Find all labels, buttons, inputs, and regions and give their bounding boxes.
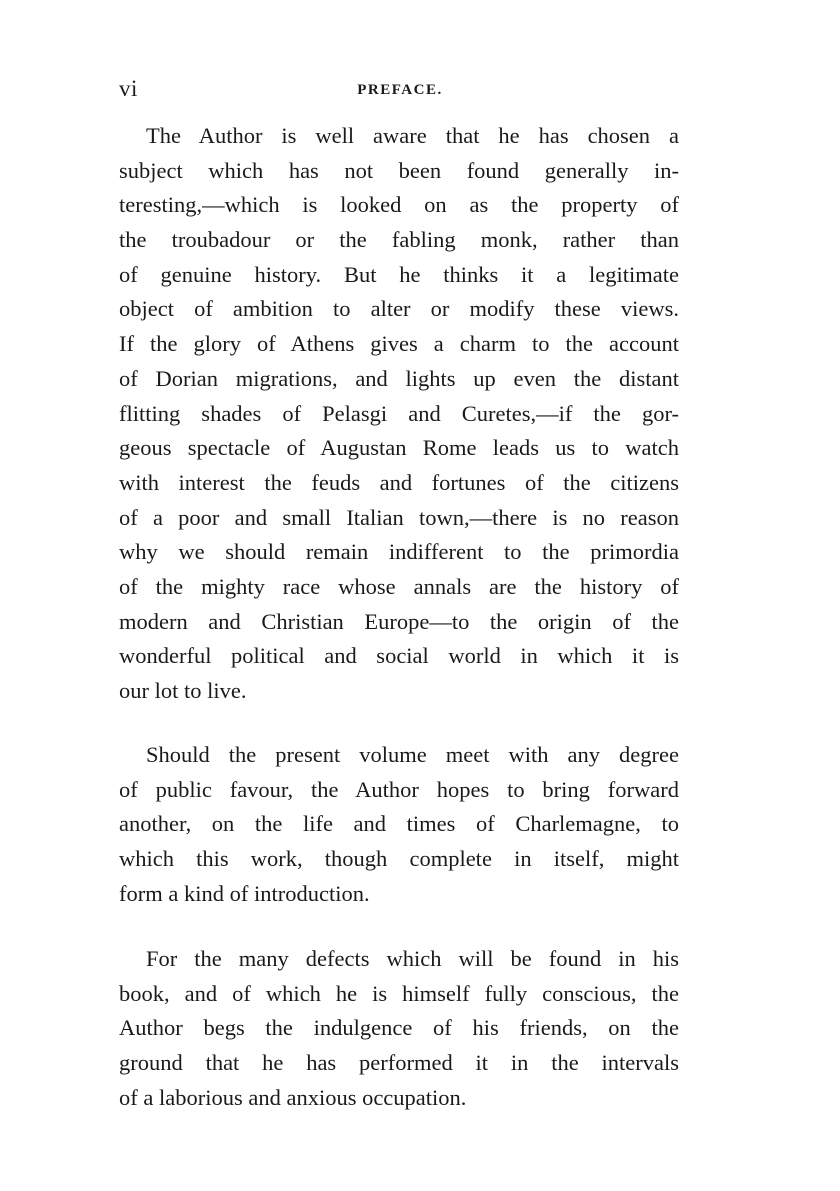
text-line: of a laborious and anxious occupation. — [119, 1084, 467, 1110]
text-line: wonderful political and social world in which it is — [119, 643, 679, 669]
text-line: form a kind of introduction. — [119, 880, 370, 906]
text-line: another, on the life and times of Charlemagne, to — [119, 811, 679, 837]
text-line: flitting shades of Pelasgi and Curetes,—if the gor- — [119, 400, 679, 426]
text-line: For the many defects which will be found in his — [146, 946, 679, 971]
running-title: PREFACE. — [357, 82, 443, 98]
text-line: of public favour, the Author hopes to bring forward — [119, 776, 679, 802]
text-line: Author begs the indulgence of his friends, on the — [119, 1015, 679, 1041]
text-line: which this work, though complete in itself, might — [119, 846, 679, 872]
text-line: of genuine history. But he thinks it a legitimate — [119, 261, 679, 287]
text-line: of a poor and small Italian town,—there is no reason — [119, 504, 679, 530]
text-line: why we should remain indifferent to the primordia — [119, 539, 679, 565]
text-line: Should the present volume meet with any degree — [146, 742, 679, 767]
paragraph-2 — [119, 738, 679, 911]
text-line: geous spectacle of Augustan Rome leads us to watch — [119, 435, 679, 461]
text-line: modern and Christian Europe—to the origin of the — [119, 608, 679, 634]
text-line: The Author is well aware that he has chosen a — [146, 123, 679, 148]
text-line: book, and of which he is himself fully conscious, the — [119, 980, 679, 1006]
text-line: the troubadour or the fabling monk, rather than — [119, 227, 679, 253]
text-line: our lot to live. — [119, 678, 247, 703]
text-line: with interest the feuds and fortunes of the citizens — [119, 469, 679, 495]
text-line: ground that he has performed it in the intervals — [119, 1050, 679, 1076]
text-line: object of ambition to alter or modify these views. — [119, 296, 679, 322]
page-number: vi — [119, 76, 138, 101]
paragraph-1 — [119, 119, 679, 709]
text-line: of the mighty race whose annals are the history of — [119, 573, 679, 599]
paragraph-3 — [119, 942, 679, 1115]
text-line: of Dorian migrations, and lights up even the distant — [119, 365, 679, 391]
text-line: If the glory of Athens gives a charm to the account — [119, 331, 679, 357]
text-line: subject which has not been found generally in- — [119, 157, 679, 183]
text-line: teresting,—which is looked on as the property of — [119, 192, 679, 218]
